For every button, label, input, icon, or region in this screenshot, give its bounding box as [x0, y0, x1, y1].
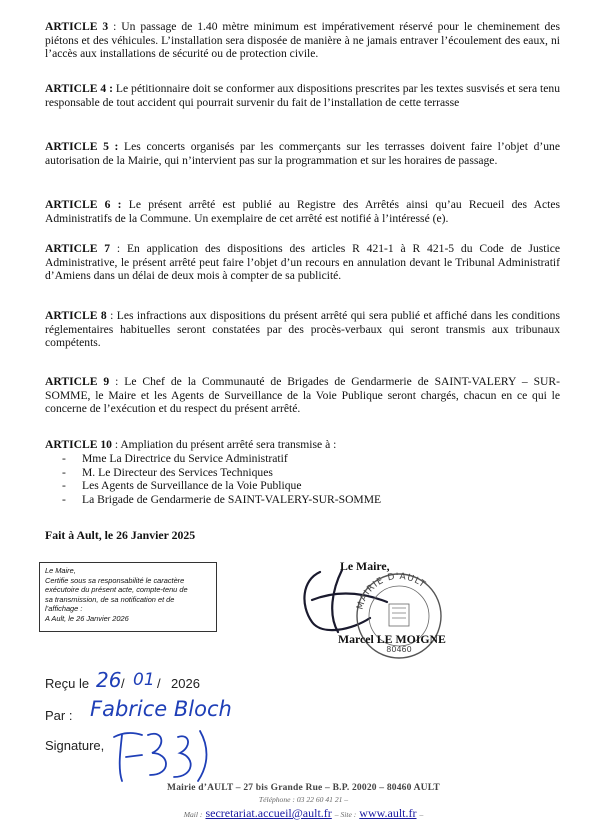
recu-year: 2026 [171, 676, 200, 691]
article-9: ARTICLE 9 : Le Chef de la Communauté de Brigades de Gendarmerie de SAINT-VALERY – SUR-SOMME, le Maire et les Agents de Surveillance de la Voie Publique seront chargés, chacun en ce qui le concerne de l’exécution et du respect du présent arrêté. [45, 375, 561, 416]
cert-line: exécutoire du présent acte, compte-tenu de [45, 585, 188, 595]
list-item: - La Brigade de Gendarmerie de SAINT-VALERY-SUR-SOMME [62, 493, 381, 507]
article-3: ARTICLE 3 : Un passage de 1.40 mètre minimum est impérativement réservé pour le cheminement des piétons et des véhicules. L’installation sera disposée de manière à ne jamais entraver l’écoulement des eaux, ni l’accès aux installations de sécurité ou de protection civile. [45, 20, 560, 61]
article-label: ARTICLE 3 [45, 20, 109, 33]
article-7: ARTICLE 7 : En application des dispositions des articles R 421-1 à R 421-5 du Code de Justice Administrative, le présent arrêté peut faire l’objet d’un recours en annulation devant le Tribunal Administratif d’Amiens dans un délai de deux mois à compter de sa publicité. [45, 242, 560, 283]
executory-certificate-box [39, 562, 217, 632]
cert-line: A Ault, le 26 Janvier 2026 [45, 613, 129, 623]
date-separator: / [121, 676, 125, 691]
article-label: ARTICLE 9 [45, 375, 110, 388]
article-5 [45, 140, 560, 167]
list-item: - M. Le Directeur des Services Techniques [62, 466, 381, 480]
recu-label: Reçu le [45, 676, 90, 691]
article-text: Le Chef de la Communauté de Brigades de Gendarmerie de SAINT-VALERY – SUR-SOMME, le Maire et les Agents de Surveillance de la Voie Publique seront chargés, chacun en ce qui le concerne de l’exécution et du respect du présent arrêté. [45, 375, 561, 416]
article-label: ARTICLE 4 : [45, 82, 113, 95]
article-text: Le présent arrêté est publié au Registre des Arrêtés ainsi qu’au Recueil des Actes Administratifs de la Commune. Un exemplaire de cet arrêté est notifié à l’intéressé (e). [45, 198, 560, 225]
list-item: - Les Agents de Surveillance de la Voie Publique [62, 479, 381, 493]
signature-label: Signature, [45, 738, 105, 753]
article-text: Un passage de 1.40 mètre minimum est impérativement réservé pour le cheminement des piétons et des véhicules. L’installation sera disposée de manière à ne jamais entraver l’écoulement des eaux, ni l’accès aux installations de sécurité ou de protection civile. [45, 20, 560, 61]
article-label: ARTICLE 10 [45, 438, 112, 451]
mayor-name: Marcel LE MOIGNE [338, 632, 446, 646]
cert-line: Certifie sous sa responsabilité le caractère [45, 575, 185, 585]
footer-address: Mairie d’AULT – 27 bis Grande Rue – B.P. 20020 – 80460 AULT [167, 783, 440, 793]
article-text: Les concerts organisés par les commerçants sur les terrasses doivent faire l’objet d’une autorisation de la Mairie, qui n’intervient pas sur la programmation et sur les horaires de passage. [45, 140, 560, 167]
cert-line: l’affichage : [45, 604, 83, 614]
cert-line: sa transmission, de sa notification et de [45, 594, 175, 604]
par-value: Fabrice Bloch [90, 697, 232, 721]
recu-day: 26 [96, 668, 122, 692]
article-text: En application des dispositions des articles R 421-1 à R 421-5 du Code de Justice Administrative, le présent arrêté peut faire l’objet d’un recours en annulation devant le Tribunal Administratif d’Amiens dans un délai de deux mois à compter de sa publicité. [45, 242, 560, 283]
stamp-code: 80460 [386, 645, 412, 654]
list-item: - Mme La Directrice du Service Administratif [62, 452, 381, 466]
stamp-text: MAIRIE D'AULT [355, 571, 428, 611]
article-6 [45, 198, 560, 225]
article-label: ARTICLE 7 [45, 242, 111, 255]
cert-line: Le Maire, [45, 566, 76, 575]
site-link[interactable]: www.ault.fr [359, 806, 417, 820]
date-separator: / [157, 676, 161, 691]
recu-month: 01 [133, 670, 155, 690]
article-label: ARTICLE 6 : [45, 198, 122, 211]
article-text: Ampliation du présent arrêté sera transmise à : [120, 438, 337, 451]
article-4 [45, 82, 560, 109]
recipient-list [62, 452, 381, 506]
article-text: Les infractions aux dispositions du présent arrêté qui sera publié et affiché dans les conditions réglementaires habituelles seront constatées par des procès-verbaux qui seront transmis aux tribunaux compétents. [45, 309, 560, 350]
article-label: ARTICLE 5 : [45, 140, 119, 153]
footer-contact [0, 806, 607, 821]
par-label: Par : [45, 708, 73, 723]
mairie-stamp-icon [340, 566, 458, 662]
mail-label: Mail : [183, 810, 203, 819]
mayor-title: Le Maire, [340, 559, 390, 573]
fait-date: Fait à Ault, le 26 Janvier 2025 [45, 528, 196, 542]
recipient-signature-icon [108, 723, 216, 787]
site-label: – Site : [334, 810, 357, 819]
article-10: ARTICLE 10 : Ampliation du présent arrêté sera transmise à : [45, 438, 337, 451]
article-8: ARTICLE 8 : Les infractions aux dispositions du présent arrêté qui sera publié et affiché dans les conditions réglementaires habituelles seront constatées par des procès-verbaux qui seront transmis aux tribunaux compétents. [45, 309, 560, 350]
article-text: Le pétitionnaire doit se conformer aux dispositions prescrites par les textes susvisés et sera tenu responsable de tout accident qui pourrait survenir du fait de l’installation de cette terrasse [45, 82, 560, 109]
footer-phone: Téléphone : 03 22 60 41 21 – [258, 795, 349, 804]
article-label: ARTICLE 8 [45, 309, 107, 322]
mail-link[interactable]: secretariat.accueil@ault.fr [205, 806, 332, 820]
footer-trail: – [419, 810, 424, 819]
